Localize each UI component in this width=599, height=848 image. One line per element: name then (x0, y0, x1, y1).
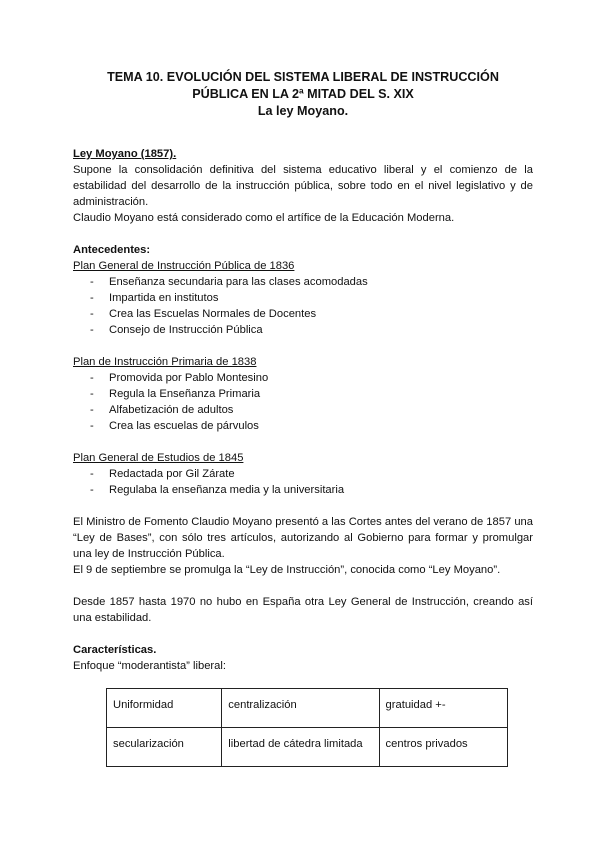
dash-marker: - (90, 276, 94, 288)
ley-moyano-paragraph-2: Claudio Moyano está considerado como el artífice de la Educación Moderna. (73, 212, 455, 224)
dash-marker: - (90, 292, 94, 304)
ley-moyano-heading: Ley Moyano (1857). (73, 148, 177, 160)
document-page (73, 69, 533, 767)
ley-moyano-paragraph: Supone la consolidación definitiva del sistema educativo liberal y el comienzo de la estabilidad del desarrollo de la instrucción pública, sobre todo en el nivel legislativo y de administración. (73, 164, 533, 208)
title-line-1: TEMA 10. EVOLUCIÓN DEL SISTEMA LIBERAL DE INSTRUCCIÓN (107, 70, 499, 84)
plan-1845-list (73, 466, 533, 498)
desde-paragraph: Desde 1857 hasta 1970 no hubo en España otra Ley General de Instrucción, creando así una estabilidad. (73, 596, 533, 624)
list-item: - Enseñanza secundaria para las clases acomodadas (90, 276, 368, 288)
list-item: - Alfabetización de adultos (90, 404, 234, 416)
dash-marker: - (90, 324, 94, 336)
caracteristicas-intro: Enfoque “moderantista” liberal: (73, 660, 226, 672)
antecedentes-heading: Antecedentes: (73, 244, 151, 256)
list-item: - Consejo de Instrucción Pública (90, 324, 263, 336)
table-cell: Uniformidad (107, 689, 222, 728)
plan-1838-list (73, 370, 533, 434)
title-line-3: La ley Moyano. (257, 104, 349, 118)
table-row (107, 728, 508, 767)
dash-marker: - (90, 420, 94, 432)
plan-1838-title: Plan de Instrucción Primaria de 1838 (73, 356, 257, 368)
ministro-paragraph: El Ministro de Fomento Claudio Moyano presentó a las Cortes antes del verano de 1857 una “Ley de Bases”, con sólo tres artículos, autorizando al Gobierno para formar y promulgar una ley de Instrucción Pública. (73, 516, 533, 560)
dash-marker: - (90, 404, 94, 416)
table-row (107, 689, 508, 728)
table-cell: centralización (222, 689, 379, 728)
list-item: - Crea las Escuelas Normales de Docentes (90, 308, 317, 320)
list-item: - Crea las escuelas de párvulos (90, 420, 259, 432)
list-item: - Promovida por Pablo Montesino (90, 372, 269, 384)
dash-marker: - (90, 308, 94, 320)
caracteristicas-table (106, 688, 508, 767)
table-cell: gratuidad +- (379, 689, 507, 728)
table-cell: libertad de cátedra limitada (222, 728, 379, 767)
list-item: - Redactada por Gil Zárate (90, 468, 235, 480)
plan-1836-title: Plan General de Instrucción Pública de 1836 (73, 260, 295, 272)
caracteristicas-heading: Características. (73, 644, 157, 656)
list-item: - Impartida en institutos (90, 292, 219, 304)
ministro-paragraph-2: El 9 de septiembre se promulga la “Ley de Instrucción”, conocida como “Ley Moyano”. (73, 564, 501, 576)
plan-1845-title: Plan General de Estudios de 1845 (73, 452, 244, 464)
plan-1836-list (73, 274, 533, 338)
dash-marker: - (90, 484, 94, 496)
dash-marker: - (90, 468, 94, 480)
table-cell: centros privados (379, 728, 507, 767)
title-line-2: PÚBLICA EN LA 2ª MITAD DEL S. XIX (192, 87, 414, 101)
list-item: - Regula la Enseñanza Primaria (90, 388, 261, 400)
dash-marker: - (90, 372, 94, 384)
table-cell: secularización (107, 728, 222, 767)
list-item: - Regulaba la enseñanza media y la universitaria (90, 484, 345, 496)
dash-marker: - (90, 388, 94, 400)
